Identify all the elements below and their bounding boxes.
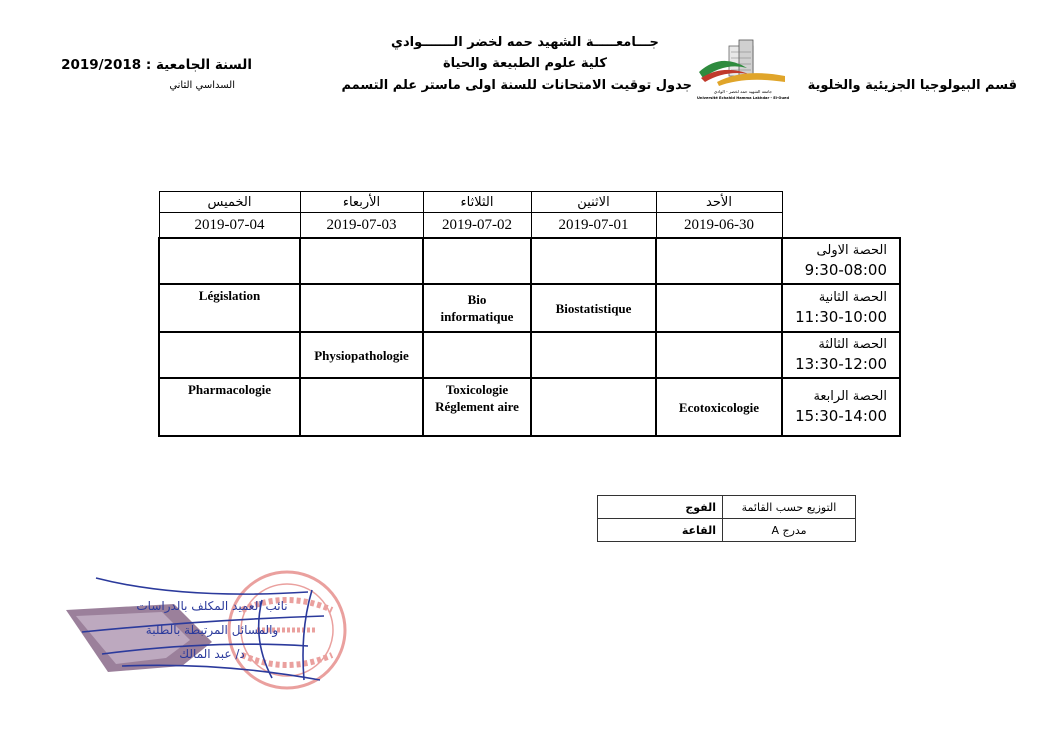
exam-cell-pharmacologie: Pharmacologie	[159, 378, 300, 436]
period-label-4	[782, 378, 900, 436]
logo-caption-latin: Université Echahid Hamma Lakhdar - El-Oued	[696, 96, 790, 100]
schedule-title: جدول توقيت الامتحانات للسنة اولى ماستر علم التسمم	[341, 78, 692, 93]
exam-cell-legislation: Législation	[159, 284, 300, 332]
period-row-4	[159, 378, 900, 436]
period-name: الحصة الثانية	[818, 290, 887, 305]
period-row-1	[159, 238, 900, 284]
exam-cell	[300, 238, 423, 284]
exam-cell	[159, 332, 300, 378]
exam-schedule-table	[158, 191, 901, 437]
exam-cell-toxicologie: Toxicologie Réglement aire	[423, 378, 531, 436]
day-sunday: الأحد	[656, 192, 782, 213]
exam-cell	[300, 284, 423, 332]
exam-cell-bioinformatique: Bio informatique	[423, 284, 531, 332]
date-monday: 2019-07-01	[531, 213, 656, 239]
exam-cell	[531, 238, 656, 284]
exam-cell	[300, 378, 423, 436]
day-thursday: الخميس	[159, 192, 300, 213]
days-row	[159, 192, 900, 213]
exam-cell-ecotoxicologie: Ecotoxicologie	[656, 378, 782, 436]
day-tuesday: الثلاثاء	[423, 192, 531, 213]
date-wednesday: 2019-07-03	[300, 213, 423, 239]
period-label-2	[782, 284, 900, 332]
exam-cell	[531, 332, 656, 378]
period-name: الحصة الاولى	[816, 243, 887, 258]
date-sunday: 2019-06-30	[656, 213, 782, 239]
period-name: الحصة الرابعة	[813, 389, 887, 404]
academic-year-value: 2019/2018	[61, 57, 142, 73]
exam-cell	[423, 332, 531, 378]
period-row-3	[159, 332, 900, 378]
faculty-name: كلية علوم الطبيعة والحياة	[443, 56, 607, 71]
group-room-table	[597, 495, 856, 542]
university-name: جـــامعـــــة الشهيد حمه لخضر الـــــــوادي	[391, 35, 659, 50]
academic-year-label: السنة الجامعية :	[145, 57, 252, 73]
exam-cell	[656, 332, 782, 378]
period-time: 11:30-10:00	[795, 308, 887, 326]
signature-stamp	[62, 570, 352, 703]
period-time: 13:30-12:00	[795, 355, 887, 373]
period-label-3	[782, 332, 900, 378]
exam-cell	[423, 238, 531, 284]
period-row-2	[159, 284, 900, 332]
day-wednesday: الأربعاء	[300, 192, 423, 213]
signature-line-1: نائب العميد المكلف بالدراسات	[136, 599, 288, 613]
department-name: قسم البيولوجيا الجزيئية والخلوية	[807, 78, 1017, 93]
signature-line-3: د/ عبد المالك	[179, 647, 245, 661]
day-monday: الاثنين	[531, 192, 656, 213]
academic-year	[61, 57, 252, 73]
corner-blank	[782, 192, 900, 239]
exam-cell	[159, 238, 300, 284]
exam-cell	[531, 378, 656, 436]
logo-caption: جامعة الشهيد حمه لخضر - الوادي	[713, 89, 773, 94]
exam-cell-biostatistique: Biostatistique	[531, 284, 656, 332]
semester-label: السداسي الثاني	[169, 80, 235, 91]
exam-cell	[656, 284, 782, 332]
date-tuesday: 2019-07-02	[423, 213, 531, 239]
group-row	[598, 496, 856, 519]
group-value: التوزيع حسب القائمة	[723, 496, 856, 519]
signature-line-2: والمسائل المرتبطة بالطلبة	[145, 623, 279, 637]
group-label: الفوج	[598, 496, 723, 519]
exam-cell	[656, 238, 782, 284]
period-time: 15:30-14:00	[795, 407, 887, 425]
period-label-1	[782, 238, 900, 284]
room-label: القاعة	[598, 519, 723, 542]
official-mark	[66, 604, 212, 672]
period-time: 9:30-08:00	[804, 261, 887, 279]
room-value: مدرج A	[723, 519, 856, 542]
period-name: الحصة الثالثة	[818, 337, 887, 352]
room-row	[598, 519, 856, 542]
university-logo	[695, 38, 791, 102]
date-thursday: 2019-07-04	[159, 213, 300, 239]
logo-gold-swoosh	[717, 73, 785, 86]
exam-cell-physiopathologie: Physiopathologie	[300, 332, 423, 378]
